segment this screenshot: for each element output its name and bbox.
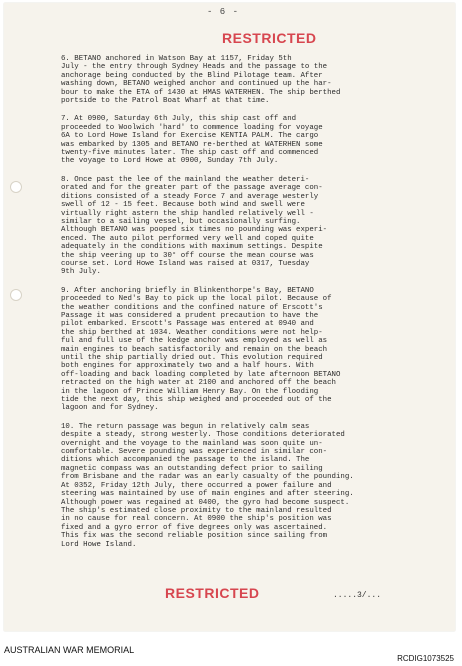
paragraph-7: 7. At 0900, Saturday 6th July, this ship cast off and proceeded to Woolwich 'hard' to commence loading for voyage 6A to Lord Howe Island for Exercise KENTIA PALM. The cargo was embarked by 1305 and BETANO re-berthed at WATERHEN some twenty-five minutes later. The ship cast off and commenced the voyage to Lord Howe at 0900, Sunday 7th July.	[61, 115, 323, 166]
paragraph-6: 6. BETANO anchored in Watson Bay at 1157, Friday 5th July - the entry through Sydney Heads and the passage to the anchorage being conducted by the Blind Pilotage team. After washing down, BETANO weighed anchor and continued up the har- bour to make the ETA of 1430 at HMAS WATERHEN. The ship berthed portside to the Patrol Boat Wharf at that time.	[61, 55, 341, 106]
punch-hole-icon	[10, 289, 22, 301]
continued-marker: .....3/...	[333, 591, 382, 600]
restricted-stamp-top: RESTRICTED	[222, 30, 317, 46]
punch-hole-icon	[10, 181, 22, 193]
page-number: - 6 -	[207, 7, 240, 17]
paragraph-10: 10. The return passage was begun in relatively calm seas despite a steady, strong westerly. Those conditions deteriorated overnight and the voyage to the mainland was soon quite un- comfortable. Severe pounding was experienced in similar con- ditions which accompanied the passage to the island. The magnetic compass was an outstanding defect prior to sailing from Brisbane and the radar was an early casualty of the pounding. At 0352, Friday 12th July, there occurred a power failure and steering was maintained by use of main engines and after steering. Although power was regained at 0400, the gyro had become suspect. The ship's estimated close proximity to the mainland resulted in no cause for real concern. At 0900 the ship's position was fixed and a gyro error of five degrees only was ascertained. This fix was the second reliable position since sailing from Lord Howe Island.	[61, 422, 354, 549]
record-id: RCDIG1073525	[397, 654, 454, 663]
paragraph-9: 9. After anchoring briefly in Blinkenthorpe's Bay, BETANO proceeded to Ned's Bay to pick up the local pilot. Because of the weather conditions and the confined nature of Erscott's Passage it was considered a prudent precaution to have the pilot embarked. Erscott's Passage was entered at 0940 and the ship berthed at 1034. Weather conditions were not help- ful and full use of the kedge anchor was employed as well as main engines to beach satisfactorily and remain on the beach until the ship partially dried out. This evolution required both engines for approximately two and a half hours. With off-loading and back loading completed by late afternoon BETANO retracted on the high water at 2100 and anchored off the beach in the lagoon of Prince William Henry Bay. On the flooding tide the next day, this ship weighed and proceeded out of the lagoon and for Sydney.	[61, 286, 341, 413]
archive-footer	[0, 640, 462, 666]
institution-name: AUSTRALIAN WAR MEMORIAL	[4, 645, 135, 655]
restricted-stamp-bottom: RESTRICTED	[165, 585, 260, 601]
paragraph-8: 8. Once past the lee of the mainland the weather deteri- orated and for the greater part of the passage average con- ditions consisted of a steady Force 7 and average westerly swell of 12 - 15 feet. Because both wind and swell were virtually right astern the ship handled relatively well - similar to a sailing vessel, but occasionally surfing. Although BETANO was pooped six times no pounding was experi- enced. The auto pilot performed very well and coped quite adequately in the conditions with maximum settings. Despite the ship veering up to 30° off course the mean course was course set. Lord Howe Island was raised at 0317, Tuesday 9th July.	[61, 175, 328, 277]
document-body	[61, 55, 421, 559]
